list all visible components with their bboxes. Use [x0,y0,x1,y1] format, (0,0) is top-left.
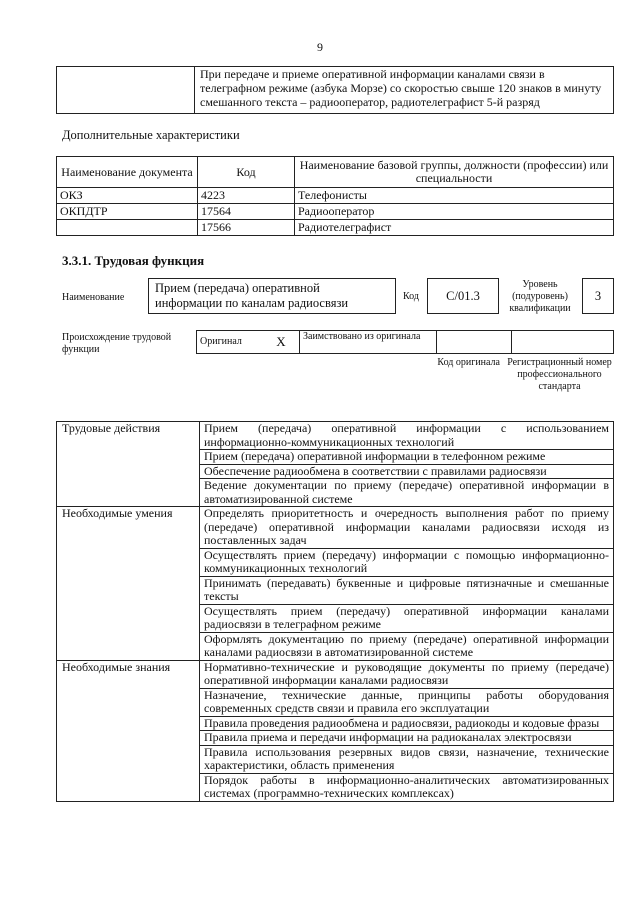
list-item: Правила использования резервных видов связи, назначение, технические характеристики, область применения [200,745,614,773]
list-item: Правила приема и передачи информации на радиоканалах электросвязи [200,731,614,746]
origin-table [196,330,614,354]
table-header-row [57,157,614,188]
reg-number-label: Регистрационный номер профессионального стандарта [507,357,612,392]
list-item: Обеспечение радиообмена в соответствии с правилами радиосвязи [200,464,614,479]
list-item: Осуществлять прием (передачу) информации с помощью информационно-коммуникационных технологий [200,548,614,576]
code-cell: 4223 [198,188,295,204]
original-mark: X [263,331,300,354]
category-labor-actions: Трудовые действия [57,422,200,507]
list-item: Оформлять документацию по приему (передаче) оперативной информации каналами радиосвязи в автоматизированной системе [200,632,614,660]
table-row [57,204,614,220]
function-title: 3.3.1. Трудовая функция [62,253,205,268]
table-row [57,660,614,688]
list-item: Порядок работы в информационно-аналитических автоматизированных системах (программно-технических комплексах) [200,773,614,801]
header-doc-name: Наименование документа [57,157,198,188]
function-name-value: Прием (передача) оперативной информации по каналам радиосвязи [148,278,396,314]
doc-name-cell [57,220,198,236]
category-knowledge: Необходимые знания [57,660,200,801]
header-code: Код [198,157,295,188]
code-cell: 17566 [198,220,295,236]
header-group-name: Наименование базовой группы, должности (профессии) или специальности [295,157,614,188]
list-item: Правила проведения радиообмена и радиосвязи, радиокоды и кодовые фразы [200,716,614,731]
list-item: Осуществлять прием (передачу) оперативной информации каналами радиосвязи в телеграфном режиме [200,604,614,632]
qualification-table [56,66,614,114]
qualification-level-value: 3 [582,278,614,314]
qualification-text: При передаче и приеме оперативной информации каналами связи в телеграфном режиме (азбука Морзе) со скоростью свыше 120 знаков в минуту смешанного текста – радиооператор, радиотелеграфист 5-й разряд [195,67,614,114]
borrowed-label: Заимствовано из оригинала [300,331,437,354]
code-original-label: Код оригинала [437,357,500,368]
qualification-left-cell [57,67,195,114]
table-row [57,422,614,450]
table-row [57,220,614,236]
list-item: Ведение документации по приему (передаче) оперативной информации в автоматизированной системе [200,479,614,507]
group-cell: Радиотелеграфист [295,220,614,236]
doc-name-cell: ОКЗ [57,188,198,204]
name-label: Наименование [62,292,125,303]
function-code-value: C/01.3 [427,278,499,314]
list-item: Нормативно-технические и руководящие документы по приему (передаче) оперативной информации каналами радиосвязи [200,660,614,688]
list-item: Прием (передача) оперативной информации в телефонном режиме [200,450,614,465]
table-row [57,188,614,204]
origin-label: Происхождение трудовой функции [62,332,172,355]
list-item: Назначение, технические данные, принципы работы оборудования современных средств связи и правила его эксплуатации [200,688,614,716]
function-details-table [56,421,614,802]
additional-characteristics-title: Дополнительные характеристики [62,128,240,142]
category-skills: Необходимые умения [57,507,200,661]
code-label: Код [403,291,419,302]
reg-number-cell [512,331,614,354]
doc-name-cell: ОКПДТР [57,204,198,220]
list-item: Принимать (передавать) буквенные и цифровые пятизначные и смешанные тексты [200,576,614,604]
table-row [57,507,614,549]
code-cell: 17564 [198,204,295,220]
additional-characteristics-table [56,156,614,236]
code-original-cell [437,331,512,354]
qualification-level-label: Уровень (подуровень) квалификации [509,279,571,314]
group-cell: Радиооператор [295,204,614,220]
page-number: 9 [317,40,323,54]
list-item: Определять приоритетность и очередность выполнения работ по приему (передаче) оперативной информации каналами радиосвязи исходя из поставленных задач [200,507,614,549]
group-cell: Телефонисты [295,188,614,204]
list-item: Прием (передача) оперативной информации с использованием информационно-коммуникационных технологий [200,422,614,450]
original-label: Оригинал [197,331,264,354]
